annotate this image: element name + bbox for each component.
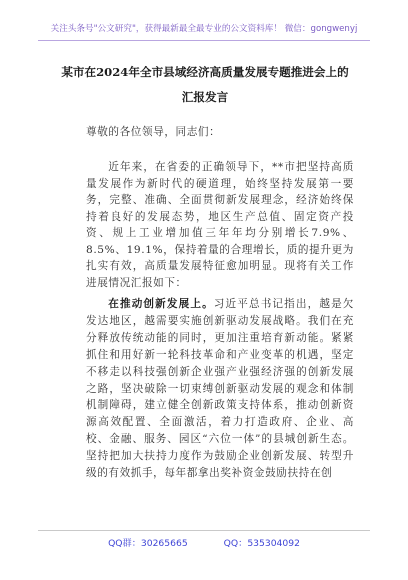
footer-qq-number: QQ：535304092 bbox=[223, 538, 300, 549]
paragraph-intro: 近年来，在省委的正确领导下，**市把坚持高质量发展作为新时代的硬道理，始终坚持发展第一要务，完整、准确、全面贯彻新发展理念，经济始终保持着良好的发展态势，地区生产总值、固定资产投资、规上工业增加值三年年均分别增长7.9%、8.5%、19.1%，保持着量的合理增长，质的提升更为扎实有效，高质量发展特征愈加明显。现将有关工作进展情况汇报如下： bbox=[86, 161, 354, 289]
footer-qq-group: QQ群：30265665 bbox=[108, 538, 188, 549]
footer-divider bbox=[38, 530, 370, 531]
document-title: 某市在2024年全市县域经济高质量发展专题推进会上的汇报发言 bbox=[61, 65, 349, 104]
footer-contact bbox=[0, 535, 408, 549]
paragraph-lead-heading: 在推动创新发展上。 bbox=[108, 298, 214, 310]
header-divider bbox=[38, 40, 370, 41]
paragraph-body: 习近平总书记指出，越是欠发达地区，越需要实施创新驱动发展战略。我们在充分释放传统动能的同时，更加注重培育新动能。紧紧抓住和用好新一轮科技革命和产业变革的机遇，坚定不移走以科技强创新企业强产业强经济强的创新发展之路，坚决破除一切束缚创新驱动发展的观念和体制机制障碍，建立健全创新政策支持体系，推动创新资源高效配置、全面激活，着力打造政府、企业、高校、金融、服务、园区“六位一体”的县城创新生态。坚持把加大扶持力度作为鼓励企业创新发展、转型升级的有效抓手，每年都拿出奖补资金鼓励扶持在创 bbox=[86, 298, 354, 480]
header-banner: 关注头条号"公文研究"，获得最新最全最专业的公文资料库！ 微信：gongwenyj bbox=[50, 24, 358, 34]
paragraph-innovation bbox=[86, 296, 354, 482]
salutation: 尊敬的各位领导，同志们： bbox=[86, 126, 221, 138]
